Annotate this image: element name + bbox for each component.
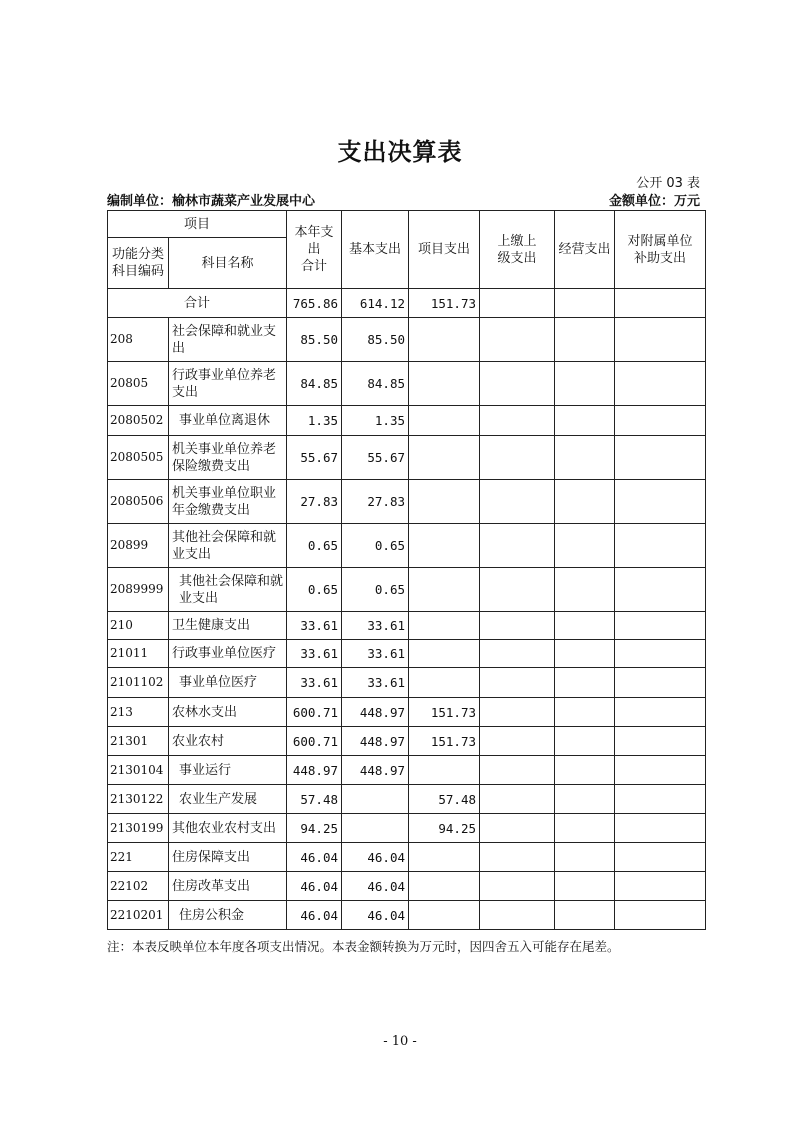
operating-expenditure	[555, 698, 615, 727]
operating-expenditure	[555, 568, 615, 612]
subsidy-expenditure	[615, 901, 706, 930]
project-expenditure	[409, 901, 480, 930]
subsidy-expenditure	[615, 814, 706, 843]
header-total-year-text: 本年支 出 合计	[294, 225, 334, 274]
basic-expenditure	[342, 814, 409, 843]
subsidy-expenditure	[615, 524, 706, 568]
operating-expenditure	[555, 640, 615, 668]
operating-expenditure	[555, 406, 615, 436]
basic-expenditure: 33.61	[342, 612, 409, 640]
subject-name: 住房公积金	[169, 901, 287, 930]
unit-row	[107, 190, 700, 210]
total-basic: 614.12	[342, 289, 409, 318]
year-total: 57.48	[287, 785, 342, 814]
project-expenditure	[409, 480, 480, 524]
basic-expenditure: 84.85	[342, 362, 409, 406]
subject-name: 事业单位离退休	[169, 406, 287, 436]
operating-expenditure	[555, 612, 615, 640]
table-row	[108, 668, 706, 698]
subsidy-expenditure	[615, 612, 706, 640]
subject-name: 其他农业农村支出	[169, 814, 287, 843]
operating-expenditure	[555, 524, 615, 568]
year-total: 0.65	[287, 568, 342, 612]
subject-name: 农业农村	[169, 727, 287, 756]
subject-code: 20899	[108, 524, 169, 568]
subject-name: 行政事业单位医疗	[169, 640, 287, 668]
table-row	[108, 756, 706, 785]
upper-expenditure	[480, 668, 555, 698]
project-expenditure: 151.73	[409, 698, 480, 727]
year-total: 46.04	[287, 901, 342, 930]
project-expenditure	[409, 640, 480, 668]
project-expenditure: 151.73	[409, 727, 480, 756]
page-title: 支出决算表	[337, 138, 463, 166]
subject-code: 21011	[108, 640, 169, 668]
header-upper-text: 上缴上 级支出	[497, 233, 537, 266]
year-total: 0.65	[287, 524, 342, 568]
basic-expenditure: 46.04	[342, 843, 409, 872]
subject-name: 社会保障和就业支出	[169, 318, 287, 362]
table-row	[108, 843, 706, 872]
table-row	[108, 612, 706, 640]
project-expenditure	[409, 612, 480, 640]
project-expenditure: 57.48	[409, 785, 480, 814]
upper-expenditure	[480, 698, 555, 727]
operating-expenditure	[555, 318, 615, 362]
upper-expenditure	[480, 362, 555, 406]
subject-name: 农林水支出	[169, 698, 287, 727]
header-total-year	[287, 211, 342, 289]
basic-expenditure: 0.65	[342, 568, 409, 612]
operating-expenditure	[555, 843, 615, 872]
subject-code: 2101102	[108, 668, 169, 698]
subject-name: 住房保障支出	[169, 843, 287, 872]
total-amount: 765.86	[287, 289, 342, 318]
year-total: 600.71	[287, 727, 342, 756]
header-item: 项目	[108, 211, 287, 238]
year-total: 33.61	[287, 640, 342, 668]
header-subsidy-text: 对附属单位 补助支出	[627, 233, 693, 266]
header-operating: 经营支出	[555, 211, 615, 289]
subject-code: 2080505	[108, 436, 169, 480]
basic-expenditure: 46.04	[342, 872, 409, 901]
subject-code: 21301	[108, 727, 169, 756]
operating-expenditure	[555, 785, 615, 814]
subject-name: 行政事业单位养老支出	[169, 362, 287, 406]
operating-expenditure	[555, 814, 615, 843]
upper-expenditure	[480, 318, 555, 362]
table-row	[108, 785, 706, 814]
upper-expenditure	[480, 524, 555, 568]
total-row	[108, 289, 706, 318]
year-total: 1.35	[287, 406, 342, 436]
header-upper	[480, 211, 555, 289]
year-total: 94.25	[287, 814, 342, 843]
subsidy-expenditure	[615, 872, 706, 901]
table-row	[108, 318, 706, 362]
upper-expenditure	[480, 901, 555, 930]
project-expenditure	[409, 756, 480, 785]
table-row	[108, 524, 706, 568]
project-expenditure	[409, 524, 480, 568]
year-total: 46.04	[287, 872, 342, 901]
basic-expenditure: 448.97	[342, 698, 409, 727]
upper-expenditure	[480, 785, 555, 814]
subsidy-expenditure	[615, 480, 706, 524]
upper-expenditure	[480, 814, 555, 843]
year-total: 84.85	[287, 362, 342, 406]
amount-unit: 金额单位：万元	[608, 194, 700, 209]
upper-expenditure	[480, 436, 555, 480]
header-func-code-text: 功能分类 科目编码	[111, 247, 164, 279]
operating-expenditure	[555, 436, 615, 480]
compiling-unit: 编制单位：榆林市蔬菜产业发展中心	[107, 194, 316, 209]
subject-name: 其他社会保障和就业支出	[169, 524, 287, 568]
upper-expenditure	[480, 640, 555, 668]
year-total: 27.83	[287, 480, 342, 524]
basic-expenditure: 27.83	[342, 480, 409, 524]
table-row	[108, 901, 706, 930]
year-total: 46.04	[287, 843, 342, 872]
year-total: 55.67	[287, 436, 342, 480]
operating-expenditure	[555, 901, 615, 930]
subject-code: 2130199	[108, 814, 169, 843]
table-row	[108, 698, 706, 727]
operating-expenditure	[555, 727, 615, 756]
table-row	[108, 436, 706, 480]
subject-code: 210	[108, 612, 169, 640]
subject-code: 2130104	[108, 756, 169, 785]
basic-expenditure	[342, 785, 409, 814]
upper-expenditure	[480, 406, 555, 436]
header-project: 项目支出	[409, 211, 480, 289]
basic-expenditure: 0.65	[342, 524, 409, 568]
upper-expenditure	[480, 612, 555, 640]
subject-code: 2210201	[108, 901, 169, 930]
subject-code: 20805	[108, 362, 169, 406]
subsidy-expenditure	[615, 698, 706, 727]
table-row	[108, 727, 706, 756]
subject-name: 卫生健康支出	[169, 612, 287, 640]
subsidy-expenditure	[615, 318, 706, 362]
project-expenditure	[409, 436, 480, 480]
subject-name: 事业运行	[169, 756, 287, 785]
table-row	[108, 406, 706, 436]
project-expenditure	[409, 668, 480, 698]
subsidy-expenditure	[615, 727, 706, 756]
subsidy-expenditure	[615, 843, 706, 872]
project-expenditure	[409, 568, 480, 612]
subsidy-expenditure	[615, 756, 706, 785]
subject-name: 机关事业单位职业年金缴费支出	[169, 480, 287, 524]
basic-expenditure: 448.97	[342, 727, 409, 756]
subject-code: 208	[108, 318, 169, 362]
project-expenditure	[409, 843, 480, 872]
project-expenditure	[409, 362, 480, 406]
upper-expenditure	[480, 480, 555, 524]
subsidy-expenditure	[615, 640, 706, 668]
basic-expenditure: 85.50	[342, 318, 409, 362]
total-upper	[480, 289, 555, 318]
form-number: 公开 03 表	[636, 176, 700, 191]
operating-expenditure	[555, 480, 615, 524]
header-subject-name: 科目名称	[169, 238, 287, 289]
subject-name: 农业生产发展	[169, 785, 287, 814]
subsidy-expenditure	[615, 362, 706, 406]
operating-expenditure	[555, 872, 615, 901]
total-subsidy	[615, 289, 706, 318]
year-total: 448.97	[287, 756, 342, 785]
upper-expenditure	[480, 872, 555, 901]
table-row	[108, 640, 706, 668]
subject-code: 221	[108, 843, 169, 872]
project-expenditure	[409, 406, 480, 436]
operating-expenditure	[555, 668, 615, 698]
table-row	[108, 568, 706, 612]
upper-expenditure	[480, 568, 555, 612]
upper-expenditure	[480, 843, 555, 872]
table-note: 注：本表反映单位本年度各项支出情况。本表金额转换为万元时，因四舍五入可能存在尾差。	[107, 939, 620, 954]
subject-code: 2130122	[108, 785, 169, 814]
total-label: 合计	[108, 289, 287, 318]
table-row	[108, 480, 706, 524]
subsidy-expenditure	[615, 436, 706, 480]
subject-code: 2089999	[108, 568, 169, 612]
expenditure-table	[107, 210, 706, 930]
basic-expenditure: 448.97	[342, 756, 409, 785]
basic-expenditure: 33.61	[342, 668, 409, 698]
year-total: 85.50	[287, 318, 342, 362]
subject-code: 213	[108, 698, 169, 727]
year-total: 33.61	[287, 612, 342, 640]
subject-name: 机关事业单位养老保险缴费支出	[169, 436, 287, 480]
basic-expenditure: 55.67	[342, 436, 409, 480]
subsidy-expenditure	[615, 668, 706, 698]
header-basic: 基本支出	[342, 211, 409, 289]
year-total: 33.61	[287, 668, 342, 698]
subject-code: 2080506	[108, 480, 169, 524]
subsidy-expenditure	[615, 406, 706, 436]
basic-expenditure: 46.04	[342, 901, 409, 930]
operating-expenditure	[555, 362, 615, 406]
total-project: 151.73	[409, 289, 480, 318]
header-subsidy	[615, 211, 706, 289]
basic-expenditure: 1.35	[342, 406, 409, 436]
upper-expenditure	[480, 727, 555, 756]
header-func-code	[108, 238, 169, 289]
table-row	[108, 362, 706, 406]
project-expenditure	[409, 872, 480, 901]
subject-name: 其他社会保障和就业支出	[169, 568, 287, 612]
basic-expenditure: 33.61	[342, 640, 409, 668]
subject-code: 22102	[108, 872, 169, 901]
year-total: 600.71	[287, 698, 342, 727]
project-expenditure: 94.25	[409, 814, 480, 843]
project-expenditure	[409, 318, 480, 362]
subject-name: 事业单位医疗	[169, 668, 287, 698]
subject-code: 2080502	[108, 406, 169, 436]
subsidy-expenditure	[615, 785, 706, 814]
total-operating	[555, 289, 615, 318]
table-row	[108, 814, 706, 843]
operating-expenditure	[555, 756, 615, 785]
subsidy-expenditure	[615, 568, 706, 612]
page-number: - 10 -	[383, 1034, 417, 1049]
subject-name: 住房改革支出	[169, 872, 287, 901]
upper-expenditure	[480, 756, 555, 785]
table-row	[108, 872, 706, 901]
